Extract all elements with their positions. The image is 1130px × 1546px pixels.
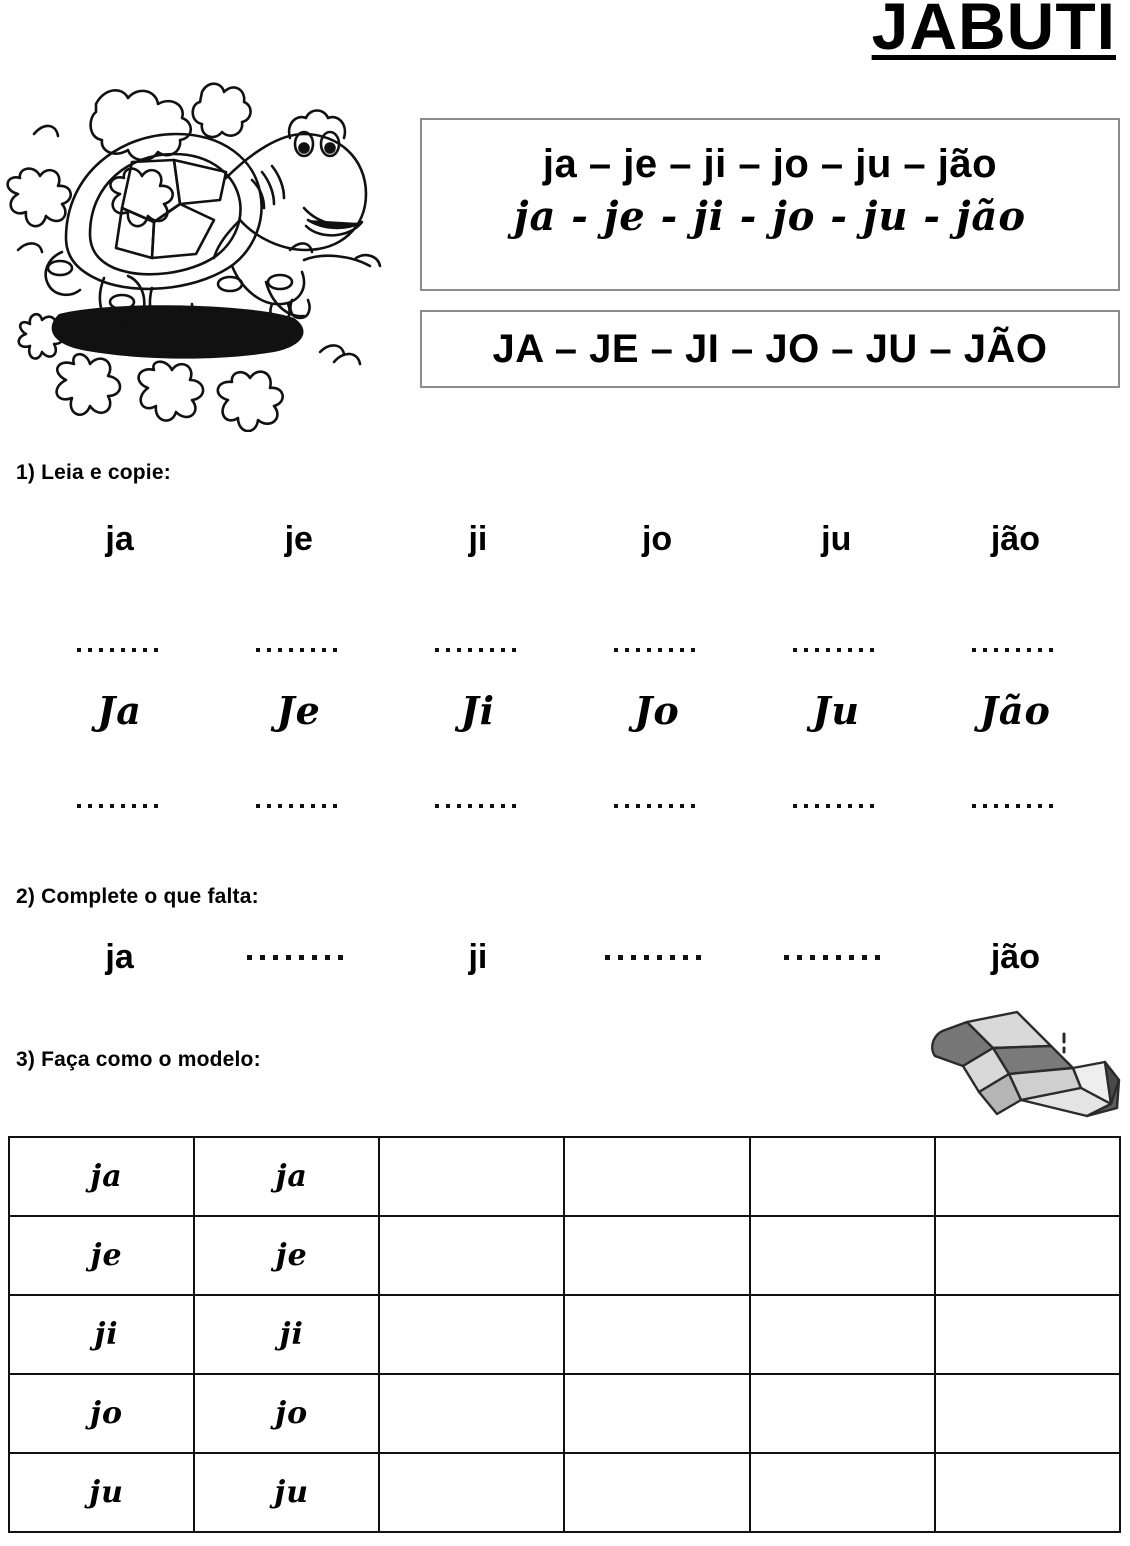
table-row (9, 1453, 1120, 1532)
blank-cell[interactable] (750, 1137, 935, 1216)
tortoise-illustration (4, 52, 394, 432)
blank-answer-line[interactable] (784, 955, 888, 960)
blank-cell[interactable] (935, 1216, 1120, 1295)
blank-cell[interactable] (379, 1137, 564, 1216)
model-cell: je (194, 1216, 379, 1295)
exercise-2-heading: 2) Complete o que falta: (16, 885, 259, 908)
model-cell: ju (9, 1453, 194, 1532)
table-row (9, 1295, 1120, 1374)
syllable-cursive: Ju (812, 688, 861, 733)
blank-cell[interactable] (379, 1374, 564, 1453)
syllable-print: ja (105, 520, 134, 558)
blank-answer-line[interactable] (605, 955, 709, 960)
blank-cell[interactable] (564, 1453, 749, 1532)
exercise-3-heading: 3) Faça como o modelo: (16, 1048, 261, 1071)
writing-line[interactable] (77, 648, 163, 652)
syllable-print: jão (990, 520, 1040, 558)
exercise-2-body (30, 930, 1105, 985)
syllable-print: jão (990, 938, 1040, 976)
blank-cell[interactable] (564, 1374, 749, 1453)
exercise-1-body (30, 515, 1105, 808)
syllable-print: ji (468, 520, 488, 558)
exercise-2-cell[interactable] (209, 930, 388, 985)
syllable-print: ja (105, 938, 134, 976)
table-row (9, 1137, 1120, 1216)
syllable-print: je (284, 520, 313, 558)
blank-cell[interactable] (564, 1216, 749, 1295)
exercise-1-column (388, 515, 567, 808)
syllable-print: ju (821, 520, 852, 558)
syllable-box-uppercase (420, 310, 1120, 388)
exercise-1-column (926, 515, 1105, 808)
model-cell: jo (194, 1374, 379, 1453)
exercise-1-column (209, 515, 388, 808)
writing-line[interactable] (435, 804, 521, 808)
syllable-print: jo (641, 520, 673, 558)
writing-line[interactable] (793, 804, 879, 808)
blank-cell[interactable] (379, 1295, 564, 1374)
blank-cell[interactable] (750, 1374, 935, 1453)
model-cell: ji (9, 1295, 194, 1374)
blank-answer-line[interactable] (247, 955, 351, 960)
model-cell: ja (194, 1137, 379, 1216)
blank-cell[interactable] (935, 1295, 1120, 1374)
blank-cell[interactable] (564, 1295, 749, 1374)
syllable-cursive: Ja (97, 688, 142, 733)
writing-line[interactable] (77, 804, 163, 808)
practice-grid (8, 1136, 1121, 1533)
blank-cell[interactable] (379, 1453, 564, 1532)
exercise-1-column (747, 515, 926, 808)
writing-line[interactable] (435, 648, 521, 652)
writing-line[interactable] (614, 804, 700, 808)
syllable-box-lowercase (420, 118, 1120, 291)
blank-cell[interactable] (750, 1216, 935, 1295)
writing-line[interactable] (256, 648, 342, 652)
exercise-1-heading: 1) Leia e copie: (16, 461, 171, 484)
pencil-icon (905, 1004, 1130, 1126)
syllables-lowercase-cursive: ja - je - ji - jo - ju - jão (513, 193, 1027, 240)
exercise-2-cell[interactable] (568, 930, 747, 985)
blank-cell[interactable] (935, 1453, 1120, 1532)
blank-cell[interactable] (935, 1137, 1120, 1216)
blank-cell[interactable] (379, 1216, 564, 1295)
writing-line[interactable] (972, 648, 1058, 652)
writing-line[interactable] (972, 804, 1058, 808)
syllable-cursive: Je (276, 688, 321, 733)
syllables-lowercase-print: ja – je – ji – jo – ju – jão (542, 142, 998, 186)
table-row (9, 1216, 1120, 1295)
model-cell: ja (9, 1137, 194, 1216)
writing-line[interactable] (793, 648, 879, 652)
exercise-2-cell[interactable] (747, 930, 926, 985)
exercise-1-column (568, 515, 747, 808)
syllable-cursive: Ji (460, 688, 496, 733)
blank-cell[interactable] (935, 1374, 1120, 1453)
exercise-2-cell (388, 930, 567, 985)
model-cell: je (9, 1216, 194, 1295)
model-cell: ji (194, 1295, 379, 1374)
model-cell: ju (194, 1453, 379, 1532)
syllable-cursive: Jo (634, 688, 680, 733)
exercise-1-column (30, 515, 209, 808)
syllable-cursive: Jão (979, 688, 1051, 733)
page-title: JABUTI (871, 0, 1116, 63)
blank-cell[interactable] (750, 1295, 935, 1374)
model-cell: jo (9, 1374, 194, 1453)
writing-line[interactable] (256, 804, 342, 808)
table-row (9, 1374, 1120, 1453)
writing-line[interactable] (614, 648, 700, 652)
syllable-print: ji (468, 938, 488, 976)
blank-cell[interactable] (750, 1453, 935, 1532)
exercise-2-cell (926, 930, 1105, 985)
blank-cell[interactable] (564, 1137, 749, 1216)
syllables-uppercase-print: JA – JE – JI – JO – JU – JÃO (492, 327, 1048, 371)
exercise-2-cell (30, 930, 209, 985)
